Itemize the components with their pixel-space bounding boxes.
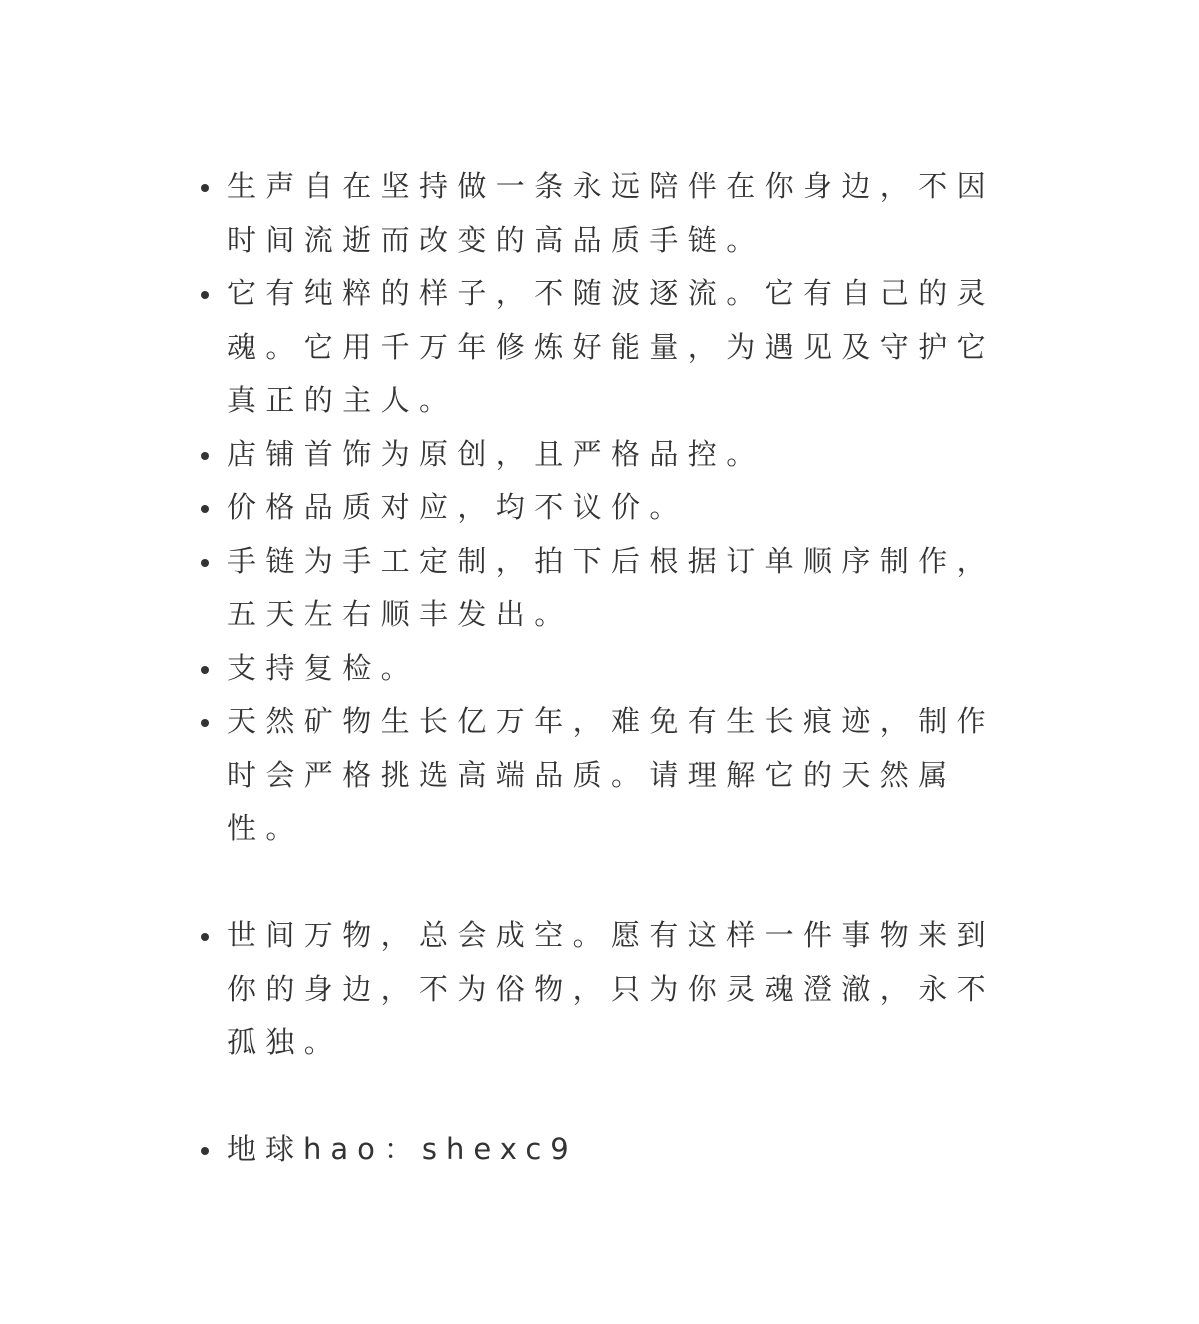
list-item: 价格品质对应，均不议价。 xyxy=(227,481,1002,535)
list-item: 世间万物，总会成空。愿有这样一件事物来到你的身边，不为俗物，只为你灵魂澄澈，永不孤独。 xyxy=(227,909,1002,1070)
list-item: 支持复检。 xyxy=(227,642,1002,696)
contact-item: 地球hao：shexc9 xyxy=(227,1123,1002,1177)
bullet-list xyxy=(227,160,1002,1177)
list-item: 手链为手工定制，拍下后根据订单顺序制作，五天左右顺丰发出。 xyxy=(227,535,1002,642)
product-description xyxy=(227,160,1002,1177)
list-item: 天然矿物生长亿万年，难免有生长痕迹，制作时会严格挑选高端品质。请理解它的天然属性。 xyxy=(227,695,1002,856)
list-item: 店铺首饰为原创，且严格品控。 xyxy=(227,428,1002,482)
list-item: 生声自在坚持做一条永远陪伴在你身边，不因时间流逝而改变的高品质手链。 xyxy=(227,160,1002,267)
list-item: 它有纯粹的样子，不随波逐流。它有自己的灵魂。它用千万年修炼好能量，为遇见及守护它真正的主人。 xyxy=(227,267,1002,428)
